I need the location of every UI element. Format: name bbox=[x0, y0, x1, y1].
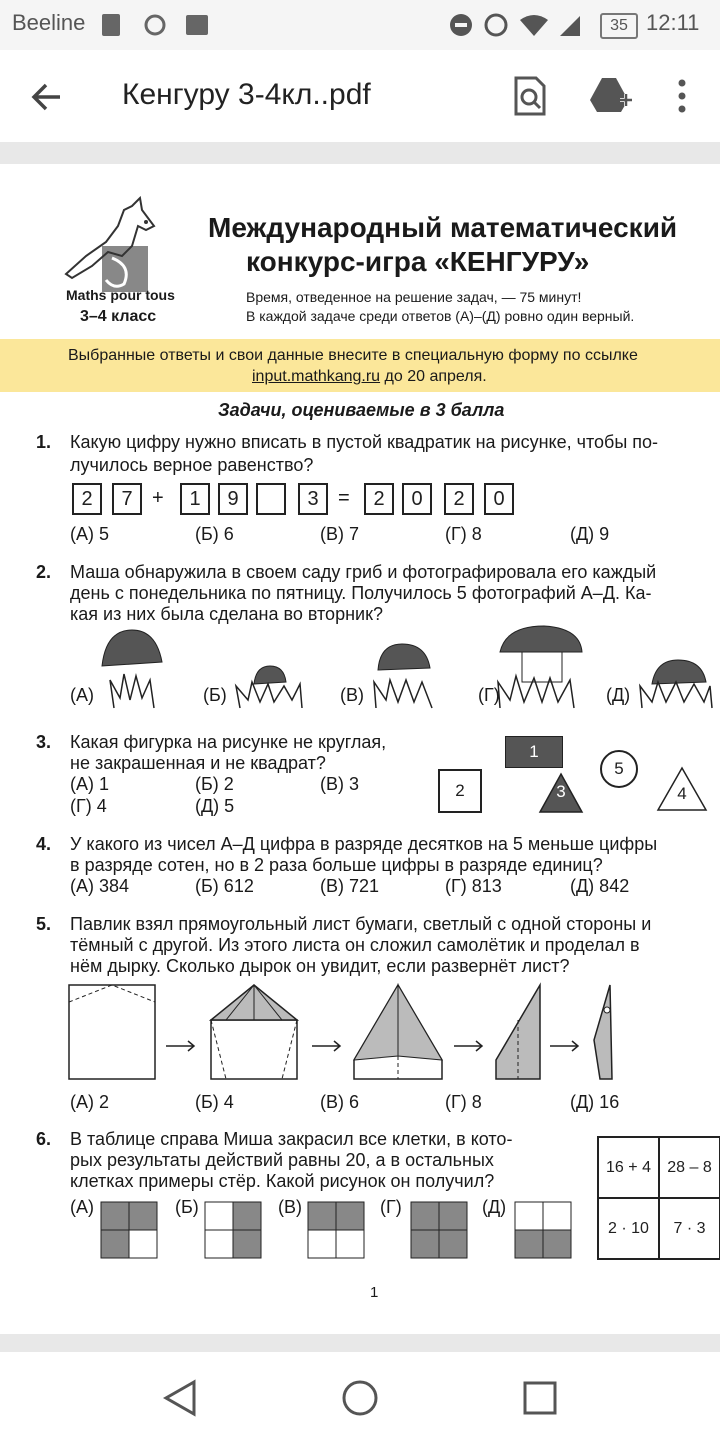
question-4-line2: в разряде сотен, но в 2 раза больше цифры в разряде единиц? bbox=[70, 855, 603, 875]
table-cell: 28 – 8 bbox=[660, 1138, 719, 1199]
table-cell: 7 · 3 bbox=[673, 1220, 706, 1237]
time-note: Время, отведенное на решение задач, — 75 минут! bbox=[246, 289, 582, 305]
digit-box: 2 bbox=[72, 483, 102, 515]
answer-option: (Г) 8 bbox=[445, 524, 482, 544]
digit-box: 9 bbox=[218, 483, 248, 515]
contest-title-line1: Международный математический bbox=[208, 212, 678, 243]
navigation-bar bbox=[0, 1352, 720, 1440]
pdf-viewer[interactable] bbox=[0, 142, 720, 1352]
question-5-line2: тёмный с другой. Из этого листа он сложил самолётик и проделал в bbox=[70, 935, 640, 955]
back-arrow-icon[interactable] bbox=[30, 80, 64, 114]
equals-sign: = bbox=[338, 487, 350, 509]
question-number: 4. bbox=[36, 834, 52, 854]
digit-box: 2 bbox=[364, 483, 394, 515]
digit-box: 3 bbox=[298, 483, 328, 515]
question-5-line3: нём дырку. Сколько дырок он увидит, если развернёт лист? bbox=[70, 956, 570, 976]
paper-plane-folding-steps bbox=[66, 980, 626, 1084]
answer-option: (А) 5 bbox=[70, 524, 110, 544]
answer-option: (Б) bbox=[203, 685, 227, 705]
question-3-line1: Какая фигурка на рисунке не круглая, bbox=[70, 732, 387, 752]
answer-option: (Д) bbox=[482, 1197, 507, 1217]
question-6-line2: рых результаты действий равны 20, а в остальных bbox=[70, 1150, 494, 1170]
answer-option: (А) bbox=[70, 1197, 94, 1217]
answer-option: (В) 7 bbox=[320, 524, 360, 544]
figure-circle: 5 bbox=[600, 750, 638, 788]
answer-option: (Б) 612 bbox=[195, 876, 254, 896]
digit-box: 1 bbox=[180, 483, 210, 515]
answer-option: (Б) 4 bbox=[195, 1092, 234, 1112]
battery-indicator: 35 bbox=[600, 13, 638, 39]
grade-label: 3–4 класс bbox=[80, 308, 157, 325]
question-number: 2. bbox=[36, 562, 52, 582]
table-cell: 2 · 10 bbox=[599, 1199, 660, 1258]
more-options-icon[interactable] bbox=[672, 78, 692, 114]
question-6-line3: клетках примеры стёр. Какой рисунок он получил? bbox=[70, 1171, 495, 1191]
home-nav-icon[interactable] bbox=[340, 1378, 380, 1418]
system-icons bbox=[448, 10, 598, 40]
info-banner bbox=[0, 339, 720, 392]
question-5-line1: Павлик взял прямоугольный лист бумаги, светлый с одной стороны и bbox=[70, 914, 652, 934]
question-number: 1. bbox=[36, 432, 52, 452]
banner-line1: Выбранные ответы и свои данные внесите в специальную форму по ссылке bbox=[68, 347, 638, 364]
answer-grids bbox=[100, 1201, 580, 1261]
question-1-line2: лучилось верное равенство? bbox=[70, 455, 314, 475]
answer-option: (Г) 813 bbox=[445, 876, 502, 896]
digit-box: 0 bbox=[402, 483, 432, 515]
recents-nav-icon[interactable] bbox=[522, 1380, 558, 1416]
figure-triangle-label: 4 bbox=[677, 784, 687, 803]
question-2-line3: кая из них была сделана во вторник? bbox=[70, 604, 383, 624]
question-number: 3. bbox=[36, 732, 52, 752]
table-cell: 16 + 4 bbox=[599, 1138, 660, 1199]
clock: 12:11 bbox=[646, 10, 700, 35]
answer-option: (Д) 842 bbox=[570, 876, 630, 896]
search-document-icon[interactable] bbox=[510, 76, 550, 116]
page-number: 1 bbox=[370, 1284, 379, 1301]
figure-square: 2 bbox=[438, 769, 482, 813]
answer-option: (В) 721 bbox=[320, 876, 380, 896]
banner-deadline: до 20 апреля. bbox=[380, 368, 487, 385]
digit-box: 2 bbox=[444, 483, 474, 515]
banner-link[interactable]: input.mathkang.ru bbox=[252, 368, 381, 385]
contest-title-line2: конкурс-игра «КЕНГУРУ» bbox=[246, 246, 590, 277]
pdf-page bbox=[0, 164, 720, 1334]
answer-option: (Г) 4 bbox=[70, 796, 107, 816]
answer-option: (А) 1 bbox=[70, 774, 110, 794]
question-3-line2: не закрашенная и не квадрат? bbox=[70, 753, 326, 773]
digit-box: 0 bbox=[484, 483, 514, 515]
question-2-line2: день с понедельника по пятницу. Получилось 5 фотографий А–Д. Ка- bbox=[70, 583, 652, 603]
answer-option: (Г) 8 bbox=[445, 1092, 482, 1112]
question-2-line1: Маша обнаружила в своем саду гриб и фотографировала его каждый bbox=[70, 562, 657, 582]
add-to-drive-icon[interactable] bbox=[590, 76, 632, 116]
answer-option: (В) 6 bbox=[320, 1092, 360, 1112]
plus-sign: + bbox=[152, 487, 164, 509]
answer-option: (А) bbox=[70, 685, 94, 705]
answer-option: (Б) bbox=[175, 1197, 199, 1217]
carrier-label: Beeline bbox=[12, 10, 86, 35]
answer-option: (Г) bbox=[380, 1197, 402, 1217]
logo-caption: Maths pour tous bbox=[66, 287, 175, 303]
question-6-line1: В таблице справа Миша закрасил все клетки, в кото- bbox=[70, 1129, 513, 1149]
answers-note: В каждой задаче среди ответов (А)–(Д) ровно один верный. bbox=[246, 308, 635, 324]
answer-option: (Б) 2 bbox=[195, 774, 234, 794]
answer-option: (Д) bbox=[606, 685, 631, 705]
status-bar bbox=[0, 0, 720, 50]
section-title: Задачи, оцениваемые в 3 балла bbox=[218, 400, 505, 420]
answer-option: (Д) 5 bbox=[195, 796, 235, 816]
math-table bbox=[597, 1136, 720, 1260]
question-4-line1: У какого из чисел А–Д цифра в разряде десятков на 5 меньше цифры bbox=[70, 834, 658, 854]
answer-option: (Д) 9 bbox=[570, 524, 610, 544]
question-1-line1: Какую цифру нужно вписать в пустой квадратик на рисунке, чтобы по- bbox=[70, 432, 659, 452]
figure-dark-rectangle: 1 bbox=[505, 736, 563, 768]
answer-option: (В) 3 bbox=[320, 774, 360, 794]
app-bar bbox=[0, 50, 720, 143]
notification-icons bbox=[100, 12, 220, 38]
digit-box: 7 bbox=[112, 483, 142, 515]
question-number: 5. bbox=[36, 914, 52, 934]
answer-option: (Г) bbox=[478, 685, 500, 705]
back-nav-icon[interactable] bbox=[160, 1378, 200, 1418]
answer-option: (Б) 6 bbox=[195, 524, 234, 544]
answer-option: (А) 384 bbox=[70, 876, 130, 896]
answer-option: (А) 2 bbox=[70, 1092, 110, 1112]
empty-box bbox=[256, 483, 286, 515]
answer-option: (В) bbox=[278, 1197, 302, 1217]
mushroom-pictures bbox=[96, 624, 716, 710]
answer-option: (В) bbox=[340, 685, 364, 705]
document-title: Кенгуру 3-4кл..pdf bbox=[122, 78, 371, 111]
question-number: 6. bbox=[36, 1129, 52, 1149]
figure-dark-triangle-label: 3 bbox=[556, 782, 566, 801]
answer-option: (Д) 16 bbox=[570, 1092, 620, 1112]
